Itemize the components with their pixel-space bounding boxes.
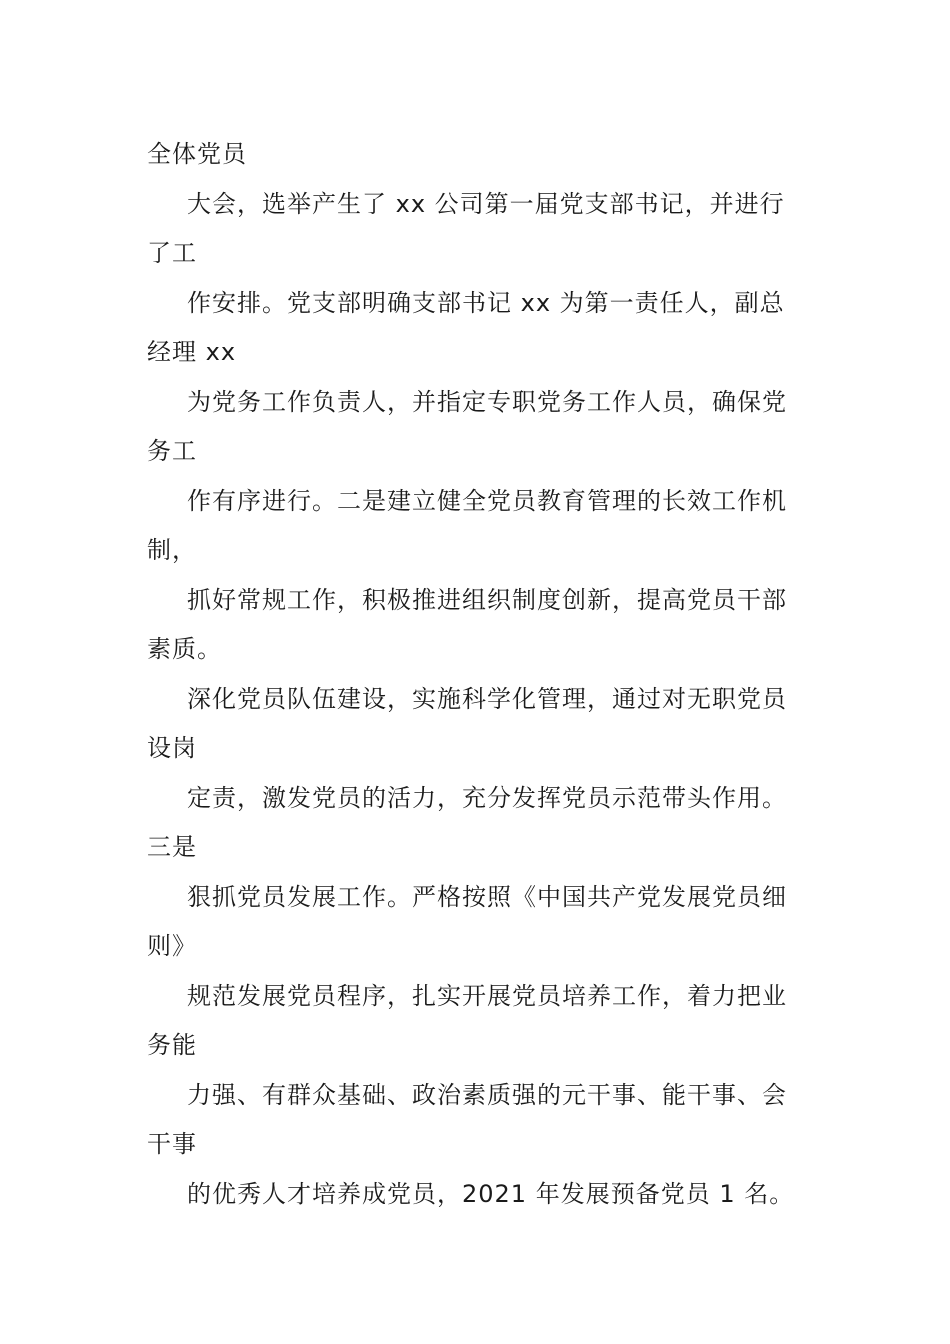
text-line: 狠抓党员发展工作。严格按照《中国共产党发展党员细	[187, 882, 787, 911]
text-line: 务工	[147, 437, 197, 465]
text-line: 干事	[147, 1130, 197, 1158]
text-line: 务能	[147, 1031, 197, 1059]
text-line: 大会，选举产生了 xx 公司第一届党支部书记，并进行	[187, 189, 785, 218]
text-line: 力强、有群众基础、政治素质强的元干事、能干事、会	[187, 1080, 787, 1109]
text-line: 深化党员队伍建设，实施科学化管理，通过对无职党员	[187, 684, 787, 713]
text-line: 三是	[147, 833, 197, 861]
text-line: 的优秀人才培养成党员，2021 年发展预备党员 1 名。	[187, 1179, 795, 1208]
text-line: 则》	[147, 932, 197, 960]
text-line: 了工	[147, 239, 197, 267]
text-line: 制，	[147, 536, 197, 564]
text-line: 经理 xx	[147, 338, 237, 366]
text-line: 设岗	[147, 734, 197, 762]
text-line: 规范发展党员程序，扎实开展党员培养工作，着力把业	[187, 981, 787, 1010]
text-line: 抓好常规工作，积极推进组织制度创新，提高党员干部	[187, 585, 787, 614]
text-line: 作有序进行。二是建立健全党员教育管理的长效工作机	[187, 486, 787, 515]
text-line: 全体党员	[147, 140, 247, 168]
text-line: 定责，激发党员的活力，充分发挥党员示范带头作用。	[187, 783, 787, 812]
text-line: 作安排。党支部明确支部书记 xx 为第一责任人，副总	[187, 288, 785, 317]
text-line: 为党务工作负责人，并指定专职党务工作人员，确保党	[187, 387, 787, 416]
text-line: 素质。	[147, 635, 222, 663]
document-body	[147, 130, 827, 1219]
